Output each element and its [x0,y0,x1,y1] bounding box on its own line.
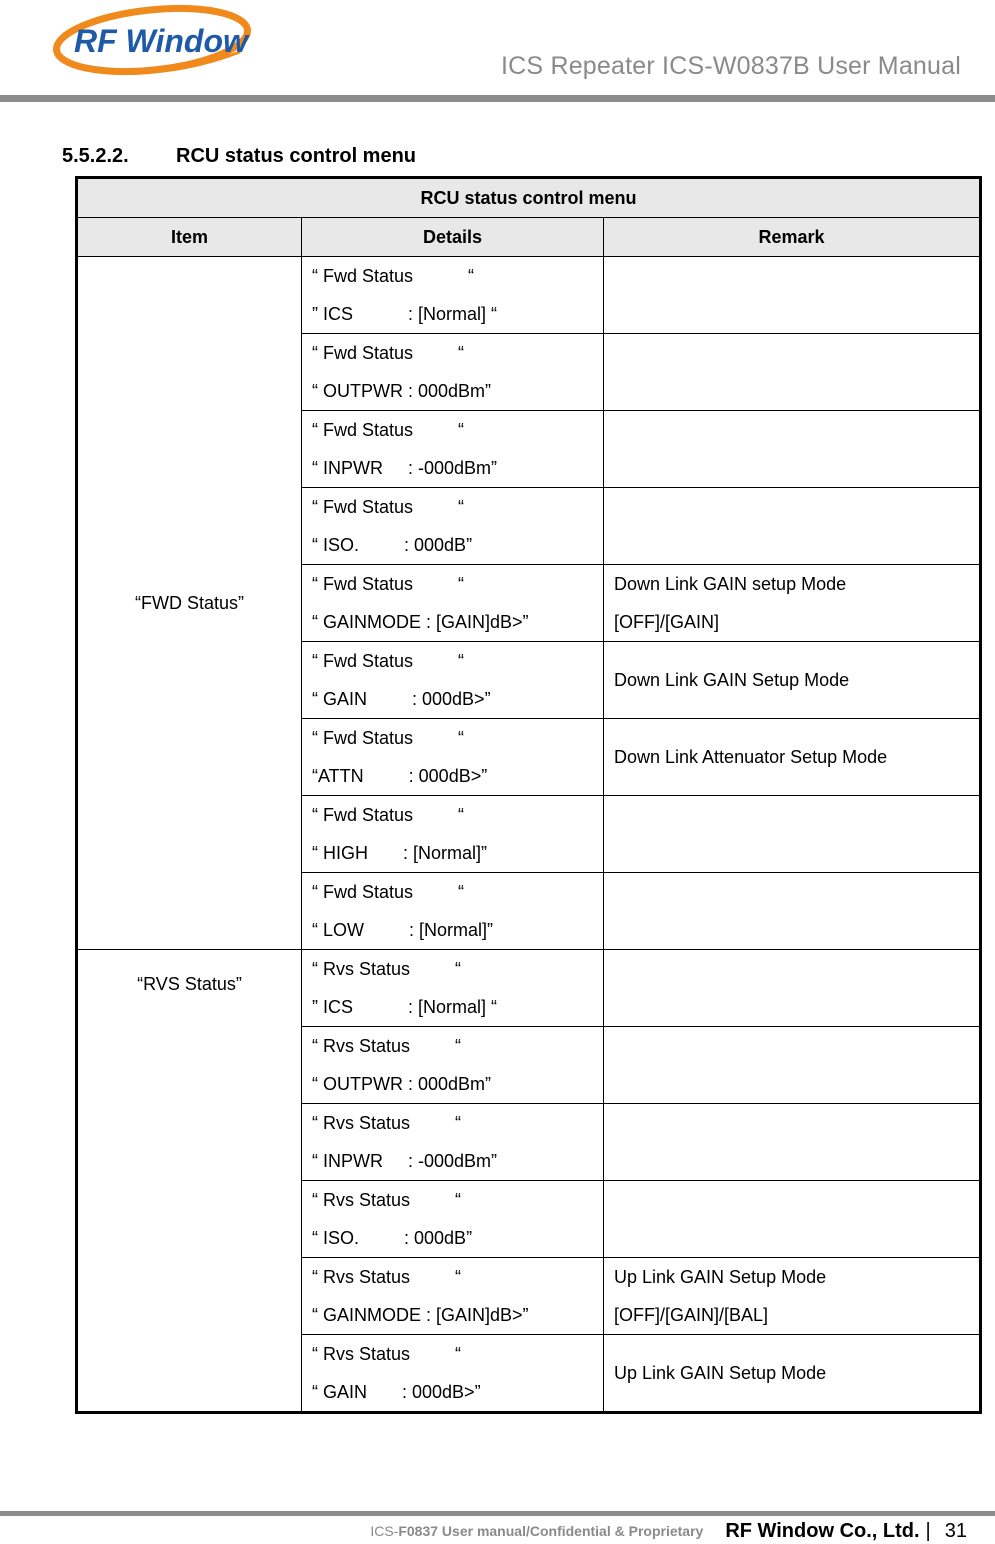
page-footer [370,1518,967,1544]
details-cell: “ Fwd Status “ “ HIGH : [Normal]” [302,796,604,873]
details-cell: “ Rvs Status “ “ ISO. : 000dB” [302,1181,604,1258]
remark-cell: Down Link GAIN Setup Mode [604,642,981,719]
remark-cell [604,257,981,334]
footer-separator: | [925,1519,931,1542]
footer-divider [0,1511,995,1516]
column-header-details: Details [302,218,604,257]
confidentiality-note: ICS-F0837 User manual/Confidential & Proprietary [370,1523,704,1539]
logo-text: RF Window [74,23,248,59]
remark-cell [604,411,981,488]
details-cell: “ Rvs Status “ “ OUTPWR : 000dBm” [302,1027,604,1104]
details-cell: “ Fwd Status “ “ OUTPWR : 000dBm” [302,334,604,411]
remark-cell: Up Link GAIN Setup Mode [OFF]/[GAIN]/[BAL] [604,1258,981,1335]
details-cell: “ Rvs Status “ ” ICS : [Normal] “ [302,950,604,1027]
remark-cell [604,873,981,950]
remark-cell [604,1181,981,1258]
details-cell: “ Fwd Status “ “ATTN : 000dB>” [302,719,604,796]
page-number: 31 [944,1519,967,1542]
section-number: 5.5.2.2. [62,145,129,167]
details-cell: “ Fwd Status “ ” ICS : [Normal] “ [302,257,604,334]
section-title: RCU status control menu [176,145,417,167]
company-name: RF Window Co., Ltd. [725,1519,920,1542]
document-title: ICS Repeater ICS-W0837B User Manual [501,52,961,80]
details-cell: “ Fwd Status “ “ INPWR : -000dBm” [302,411,604,488]
rf-window-logo [50,2,255,80]
section-heading [62,145,416,168]
remark-cell [604,1104,981,1181]
column-header-remark: Remark [604,218,981,257]
details-cell: “ Rvs Status “ “ GAINMODE : [GAIN]dB>” [302,1258,604,1335]
remark-cell [604,334,981,411]
remark-cell [604,796,981,873]
remark-cell: Up Link GAIN Setup Mode [604,1335,981,1413]
remark-cell [604,1027,981,1104]
details-cell: “ Fwd Status “ “ GAIN : 000dB>” [302,642,604,719]
header-divider [0,95,995,102]
column-header-item: Item [77,218,302,257]
remark-cell: Down Link Attenuator Setup Mode [604,719,981,796]
item-rvs-status: “RVS Status” [77,950,302,1413]
details-cell: “ Rvs Status “ “ GAIN : 000dB>” [302,1335,604,1413]
details-cell: “ Fwd Status “ “ GAINMODE : [GAIN]dB>” [302,565,604,642]
remark-cell [604,488,981,565]
remark-cell [604,950,981,1027]
details-cell: “ Fwd Status “ “ LOW : [Normal]” [302,873,604,950]
item-fwd-status: “FWD Status” [77,257,302,950]
rcu-status-table [75,176,982,1414]
details-cell: “ Rvs Status “ “ INPWR : -000dBm” [302,1104,604,1181]
remark-cell: Down Link GAIN setup Mode [OFF]/[GAIN] [604,565,981,642]
table-caption: RCU status control menu [77,178,981,218]
details-cell: “ Fwd Status “ “ ISO. : 000dB” [302,488,604,565]
